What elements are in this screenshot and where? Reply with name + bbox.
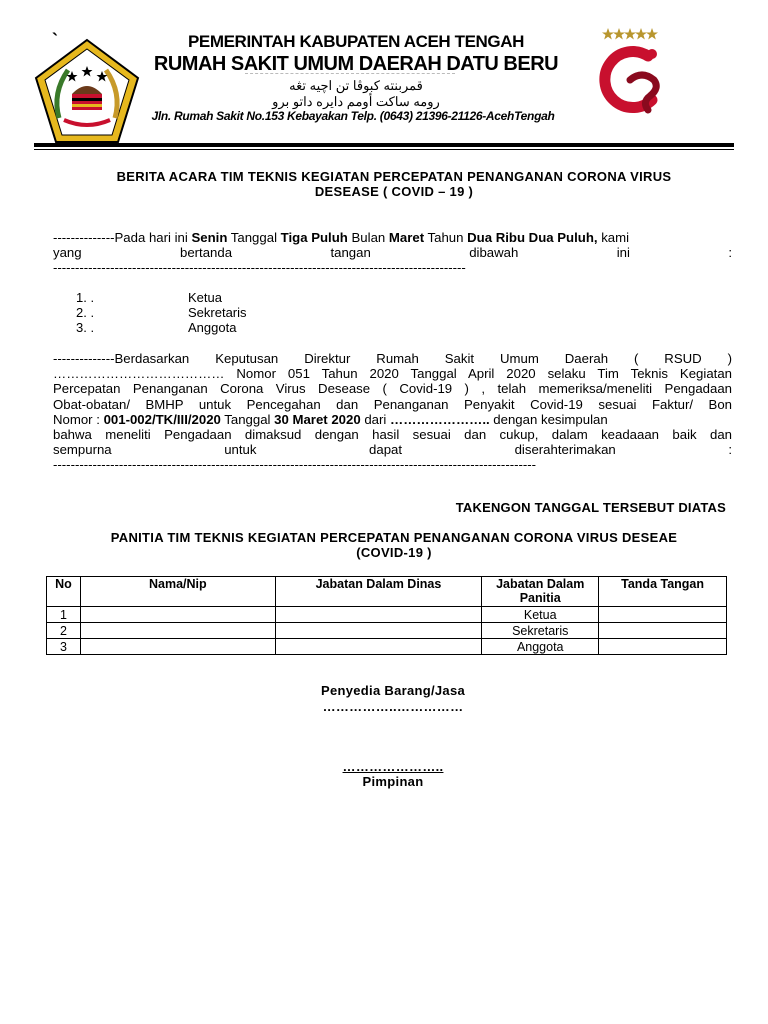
header-decor-dashes <box>245 73 455 74</box>
column-header-name: Nama/Nip <box>80 577 275 607</box>
committee-table <box>46 576 727 655</box>
decision-paragraph <box>53 351 732 473</box>
decision-line-4: Obat-obatan/ BMHP untuk Pencegahan dan Penanganan Penyakit Covid-19 sesuai Faktur/ Bon <box>53 396 732 412</box>
document-title-line-1: BERITA ACARA TIM TEKNIS KEGIATAN PERCEPATAN PENANGANAN CORONA VIRUS <box>116 169 672 184</box>
header-tick-mark: ` <box>52 30 58 50</box>
table-cell-name <box>80 623 275 639</box>
list-item-number: 2. . <box>76 305 95 320</box>
invoice-number: 001-002/TK/III/2020 <box>103 411 221 427</box>
header-hospital-name: RUMAH SAKIT UMUM DAERAH DATU BERU <box>153 53 559 75</box>
invoice-date: 30 Maret 2020 <box>274 411 361 427</box>
list-item-role: Anggota <box>188 320 237 335</box>
table-cell-committee-role: Ketua <box>482 607 599 623</box>
leader-signature-dots: ………………….. <box>342 759 444 774</box>
list-item-number: 1. . <box>76 290 95 305</box>
provider-signature-label: Penyedia Barang/Jasa <box>320 683 466 698</box>
header-address: Jln. Rumah Sakit No.153 Kebayakan Telp. (0643) 21396-21126-AcehTengah <box>151 109 555 123</box>
document-title-line-2: DESEASE ( COVID – 19 ) <box>314 184 474 199</box>
header-government-name: PEMERINTAH KABUPATEN ACEH TENGAH <box>187 32 524 51</box>
committee-heading-line-1: PANITIA TIM TEKNIS KEGIATAN PERCEPATAN PENANGANAN CORONA VIRUS DESEAE <box>110 530 678 545</box>
table-cell-name <box>80 607 275 623</box>
column-header-no: No <box>47 577 81 607</box>
header-rule-thick <box>34 143 734 147</box>
opening-dash-line: ---------------------------------------------------------------------------------------------- <box>53 260 466 276</box>
table-cell-committee-role: Sekretaris <box>482 623 599 639</box>
provider-signature-dots: ……………..…………… <box>322 699 464 714</box>
opening-day: Senin <box>191 230 228 245</box>
list-item <box>76 320 247 335</box>
header-arabic-line-2: رومه ساكت أومم دايره داتو برو <box>272 94 440 109</box>
decision-line-6: bahwa meneliti Pengadaan dimaksud dengan hasil sesuai dan cukup, dalam keadaaan baik dan <box>53 427 732 443</box>
table-cell-position <box>275 639 482 655</box>
table-cell-name <box>80 639 275 655</box>
list-item <box>76 290 247 305</box>
table-cell-signature <box>599 623 727 639</box>
supplier-dots: ………………….. <box>390 411 490 427</box>
decision-line-5: Nomor : 001-002/TK/III/2020 Tanggal 30 Maret 2020 dari ………………….. dengan kesimpulan <box>53 411 608 427</box>
list-item-role: Sekretaris <box>188 305 247 320</box>
table-cell-no: 1 <box>47 607 81 623</box>
table-row <box>47 639 727 655</box>
opening-line-1: --------------Pada hari ini Senin Tanggal Tiga Puluh Bulan Maret Tahun Dua Ribu Dua Puluh, kami <box>53 230 630 245</box>
column-header-signature: Tanda Tangan <box>599 577 727 607</box>
leader-signature-label: Pimpinan <box>362 774 424 789</box>
document-title <box>60 169 728 199</box>
place-date-line: TAKENGON TANGGAL TERSEBUT DIATAS <box>455 500 726 515</box>
table-cell-signature <box>599 607 727 623</box>
decision-line-1: --------------Berdasarkan Keputusan Direktur Rumah Sakit Umum Daerah ( RSUD ) <box>53 351 732 366</box>
aceh-tengah-emblem-logo <box>34 38 140 146</box>
list-item-number: 3. . <box>76 320 95 335</box>
list-item <box>76 305 247 320</box>
header-rule-thin <box>34 149 734 150</box>
opening-paragraph <box>53 230 732 276</box>
table-row <box>47 623 727 639</box>
table-cell-no: 3 <box>47 639 81 655</box>
committee-member-list <box>76 290 247 335</box>
committee-heading-line-2: (COVID-19 ) <box>356 545 432 560</box>
decision-line-2: ………………………………… Nomor 051 Tahun 2020 Tanggal April 2020 selaku Tim Teknis Kegiatan <box>53 366 732 382</box>
header-arabic-line-1: قمربنته كبوڤا تن اچيه تڠه <box>289 78 423 93</box>
decision-line-3: Percepatan Penanganan Corona Virus Desease ( Covid-19 ) , telah memeriksa/meneliti Pengadaan <box>53 381 732 397</box>
opening-month: Maret <box>388 230 425 245</box>
opening-year: Dua Ribu Dua Puluh, <box>467 230 598 245</box>
column-header-position: Jabatan Dalam Dinas <box>275 577 482 607</box>
opening-line-2: yang bertanda tangan dibawah ini : <box>53 245 732 261</box>
table-header-row <box>47 577 727 607</box>
table-cell-committee-role: Anggota <box>482 639 599 655</box>
column-header-committee-role: Jabatan Dalam Panitia <box>482 577 599 607</box>
decision-line-7: sempurna untuk dapat diserahterimakan : <box>53 442 732 458</box>
rsud-datu-beru-logo <box>590 22 670 122</box>
committee-heading <box>60 530 728 560</box>
table-cell-position <box>275 623 482 639</box>
decision-dash-line: -------------------------------------------------------------------------------------------------------------- <box>53 457 537 473</box>
table-cell-position <box>275 607 482 623</box>
table-cell-signature <box>599 639 727 655</box>
list-item-role: Ketua <box>188 290 222 305</box>
opening-date: Tiga Puluh <box>280 230 348 245</box>
table-row <box>47 607 727 623</box>
table-cell-no: 2 <box>47 623 81 639</box>
